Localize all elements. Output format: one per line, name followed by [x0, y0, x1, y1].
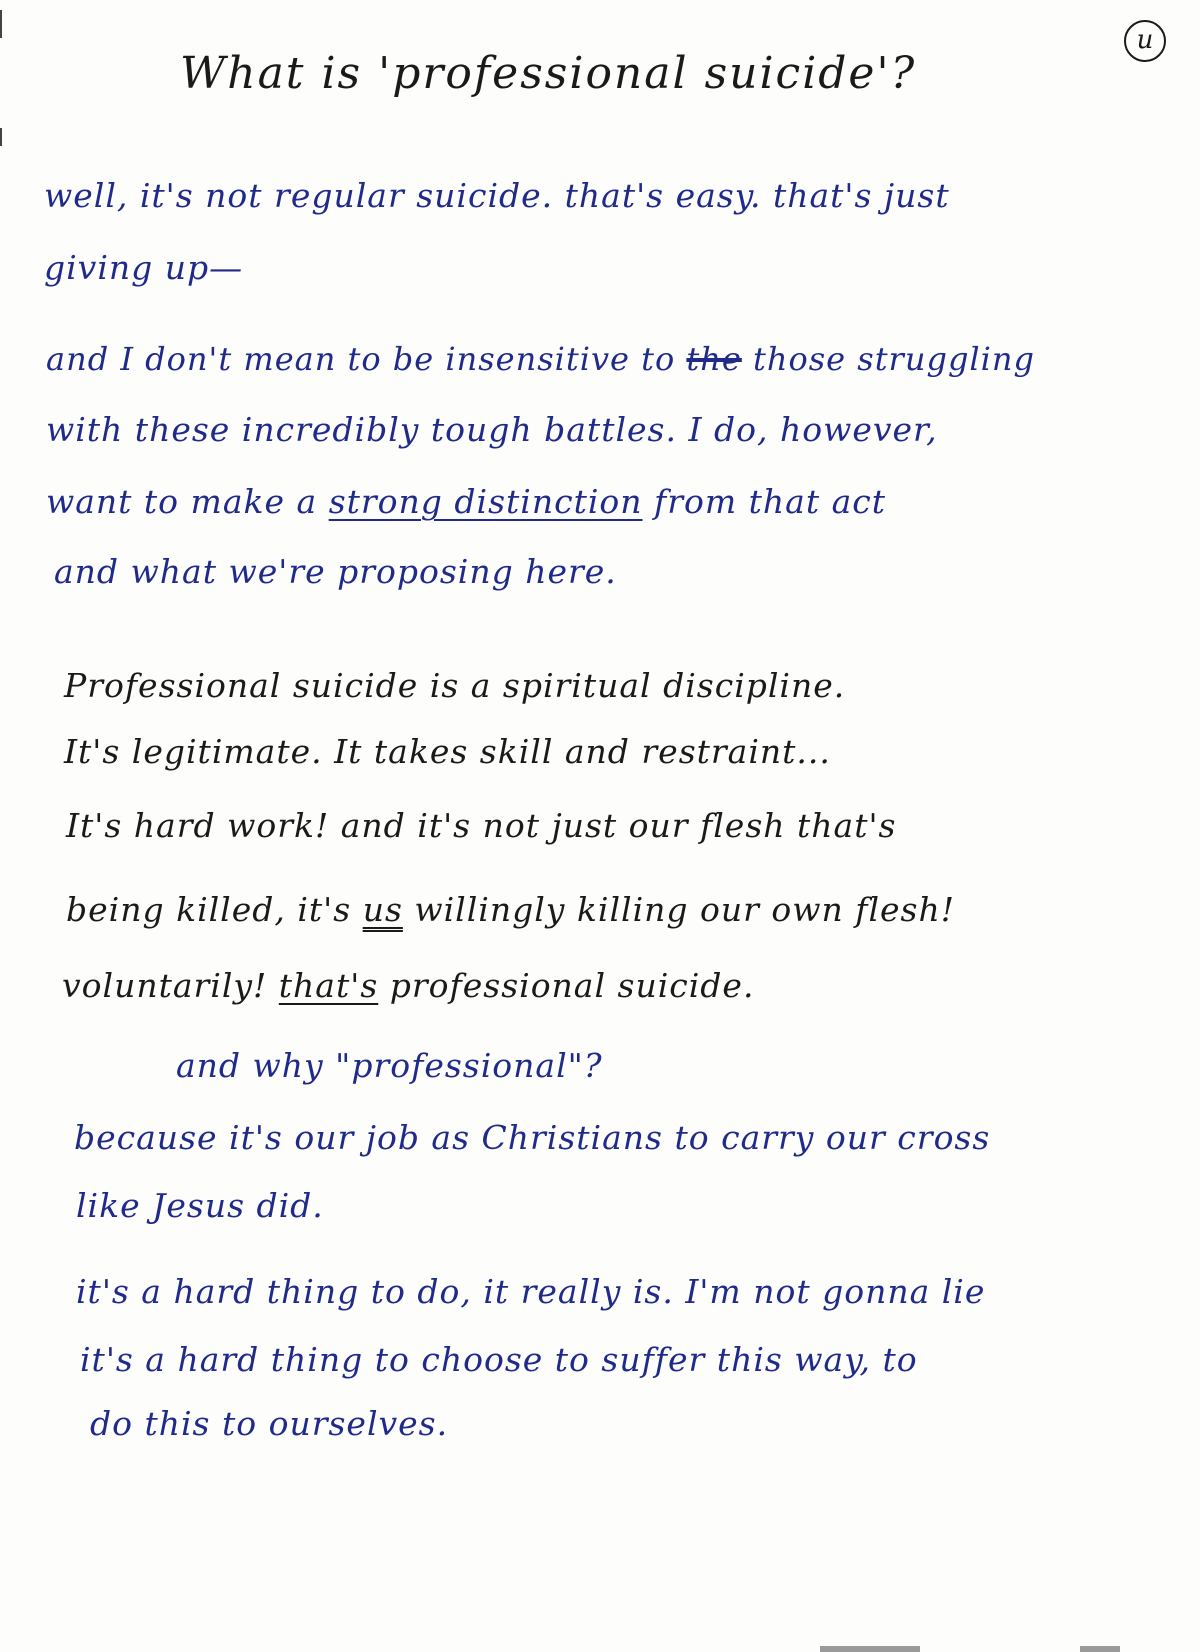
underlined-phrase: strong distinction	[328, 482, 643, 521]
p3-line-1: Professional suicide is a spiritual discipline.	[64, 666, 846, 705]
p2-line-1-text: and I don't mean to be insensitive to	[46, 340, 687, 378]
underlined-word: that's	[278, 966, 379, 1005]
p1-line-2: giving up—	[44, 248, 244, 287]
p3-line-4-rest: willingly killing our own flesh!	[402, 890, 955, 929]
p5-line-3: do this to ourselves.	[90, 1404, 449, 1443]
struck-word: the	[686, 340, 742, 378]
scan-margin-mark	[0, 10, 2, 38]
p2-line-1	[46, 340, 1035, 378]
p2-line-2: with these incredibly tough battles. I do, however,	[46, 410, 938, 449]
p3-line-4	[66, 890, 955, 929]
p3-line-5	[62, 966, 754, 1005]
scan-margin-mark	[0, 128, 2, 146]
p2-line-3-text: want to make a	[46, 482, 329, 521]
scan-smudge	[1080, 1646, 1120, 1652]
p4-line-2: because it's our job as Christians to carry our cross	[74, 1118, 991, 1157]
p4-line-1: and why "professional"?	[176, 1046, 603, 1085]
p3-line-5-text: voluntarily!	[62, 966, 279, 1005]
p3-line-5-rest: professional suicide.	[378, 966, 755, 1005]
p1-line-1: well, it's not regular suicide. that's easy. that's just	[44, 176, 950, 215]
double-underlined-word: us	[362, 890, 403, 929]
scan-smudge	[820, 1646, 920, 1652]
page-title: What is 'professional suicide'?	[180, 48, 917, 99]
p3-line-4-text: being killed, it's	[66, 890, 363, 929]
p3-line-3: It's hard work! and it's not just our flesh that's	[66, 806, 897, 845]
p2-line-3	[46, 482, 886, 521]
p4-line-3: like Jesus did.	[76, 1186, 324, 1225]
p5-line-2: it's a hard thing to choose to suffer this way, to	[80, 1340, 918, 1379]
page-number: u	[1124, 20, 1166, 62]
p5-line-1: it's a hard thing to do, it really is. I'm not gonna lie	[76, 1272, 986, 1311]
p3-line-2: It's legitimate. It takes skill and restraint...	[64, 732, 831, 771]
p2-line-4: and what we're proposing here.	[54, 552, 617, 591]
p2-line-3-rest: from that act	[642, 482, 887, 521]
p2-line-1-rest: those struggling	[741, 340, 1035, 378]
